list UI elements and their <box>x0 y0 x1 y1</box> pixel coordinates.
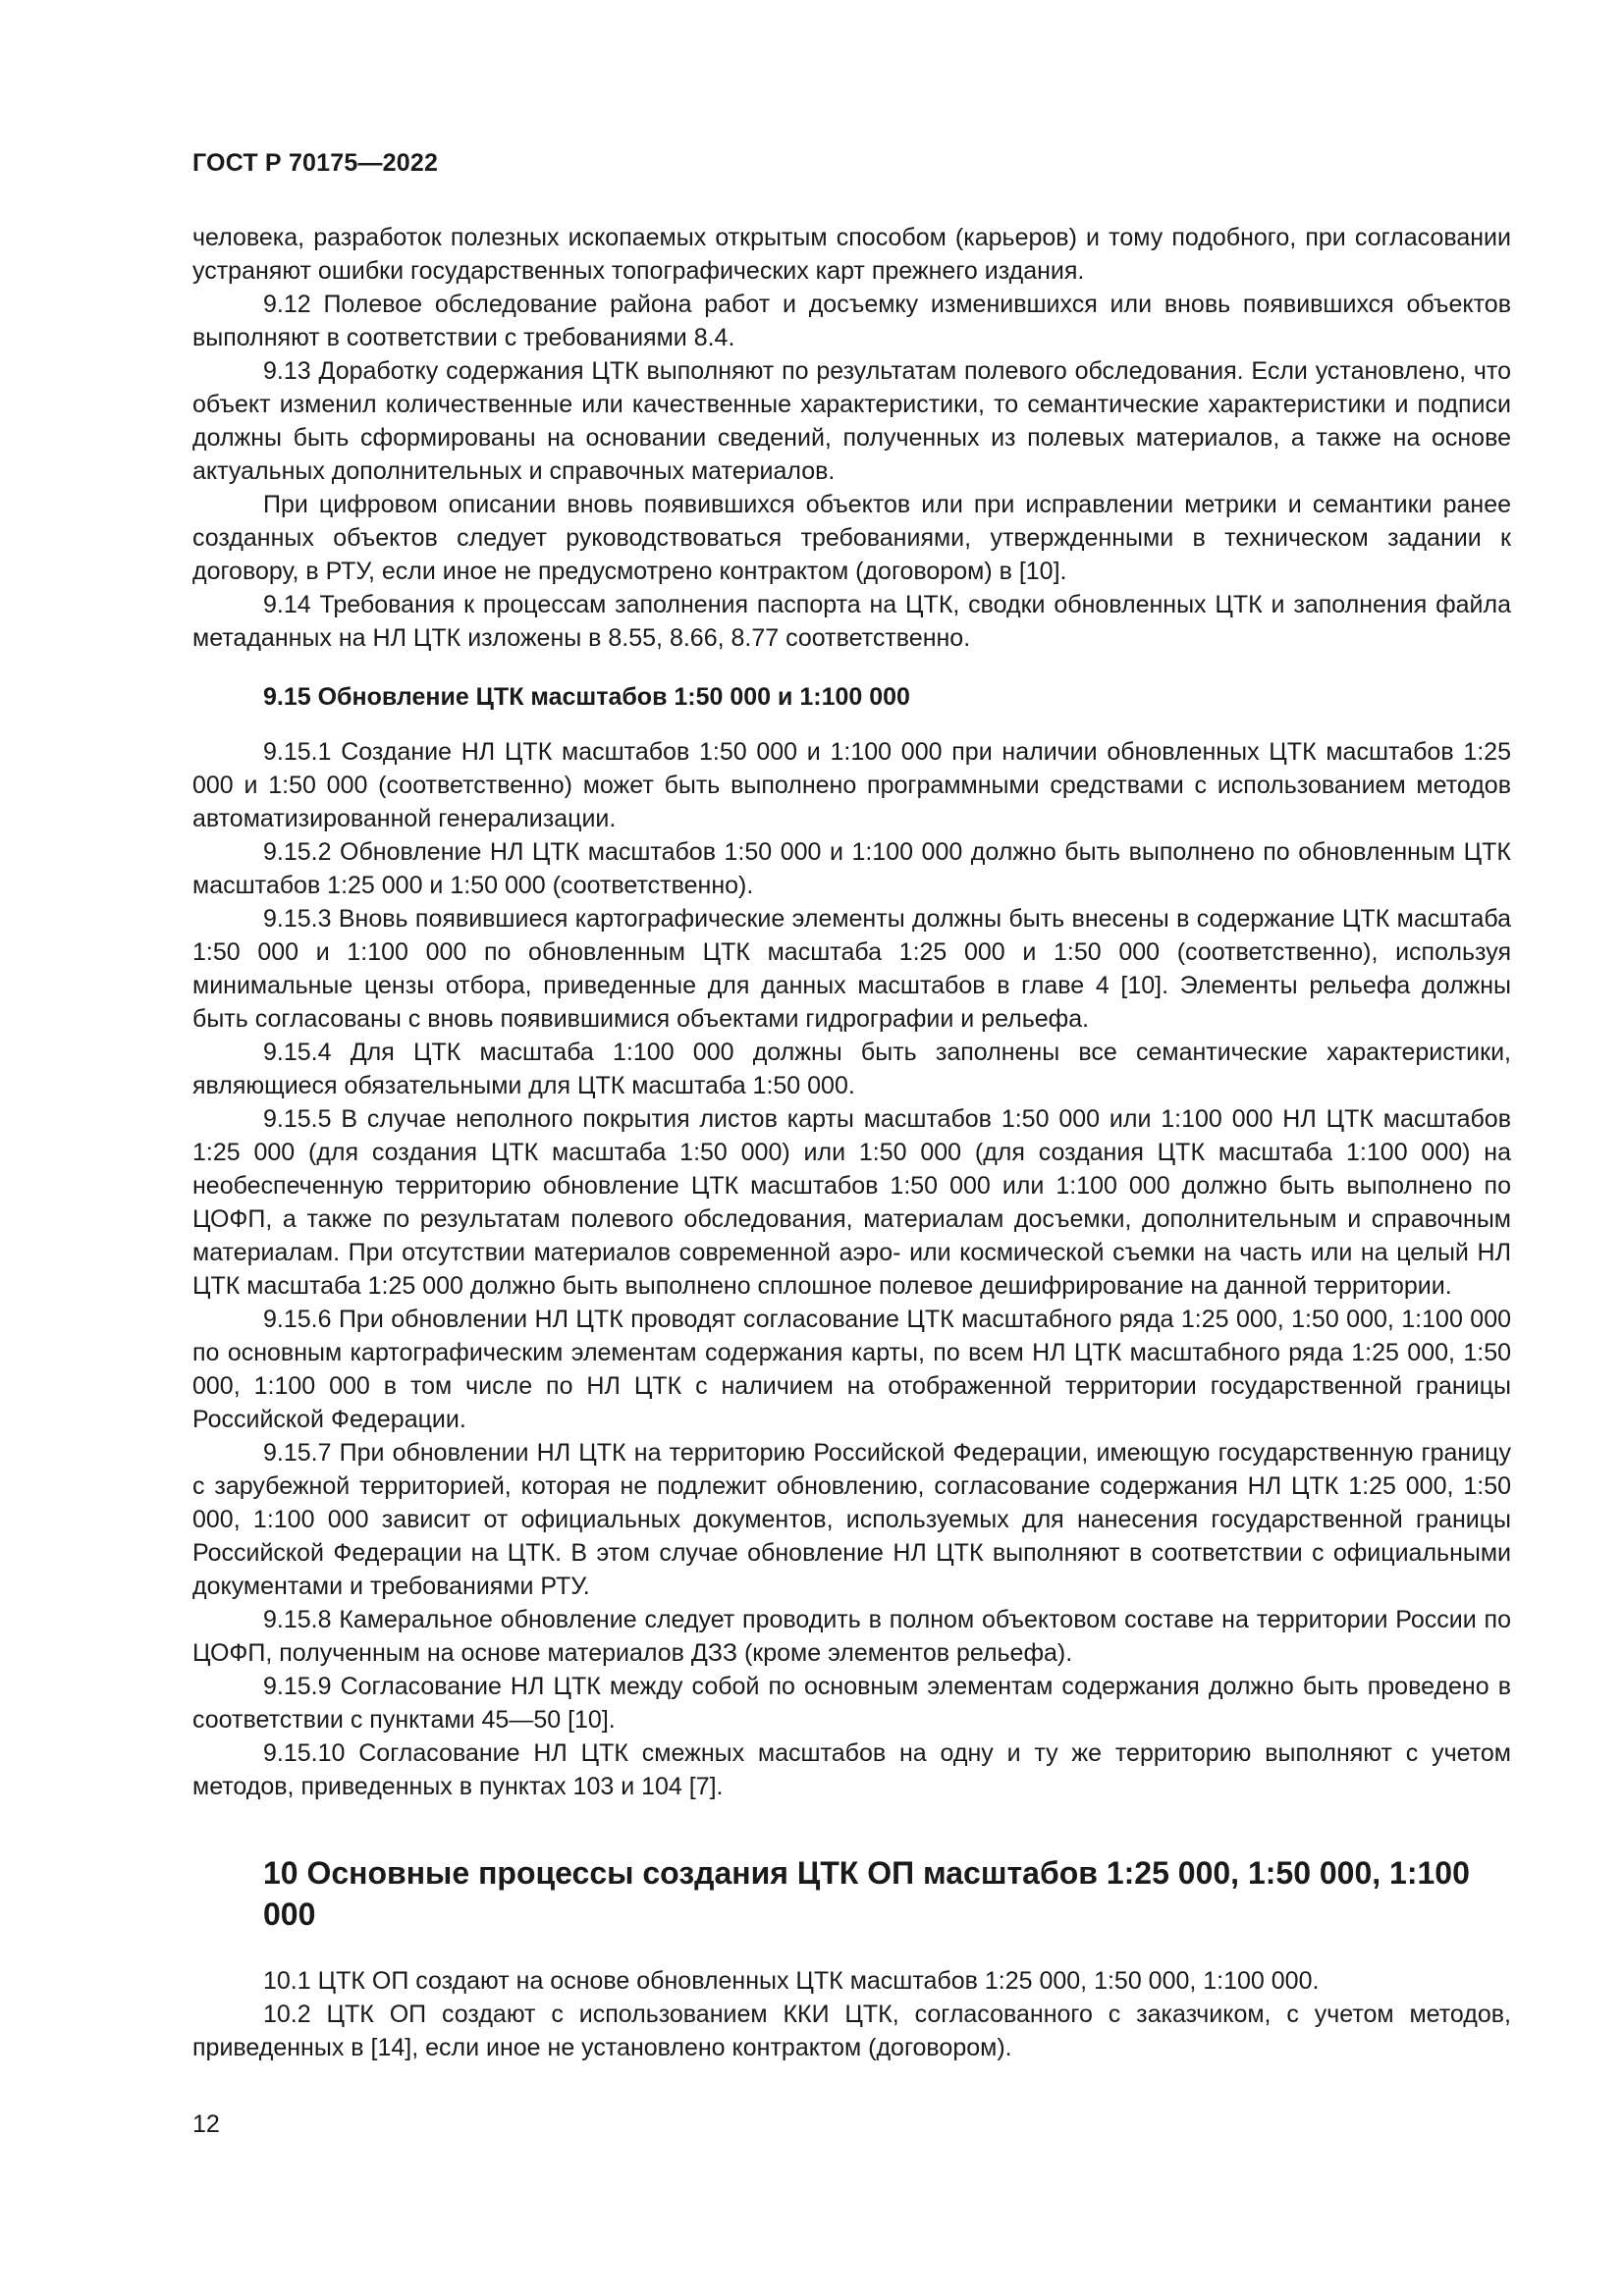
paragraph-9-12: 9.12 Полевое обследование района работ и досъемку изменившихся или вновь появившихся объектов выполняют в соответствии с требованиями 8.4. <box>192 291 1511 351</box>
document-header: ГОСТ Р 70175—2022 <box>192 149 439 177</box>
paragraph-9-14: 9.14 Требования к процессам заполнения паспорта на ЦТК, сводки обновленных ЦТК и заполнения файла метаданных на НЛ ЦТК изложены в 8.55, 8.66, 8.77 соответственно. <box>192 591 1511 652</box>
subsection-heading-9-15: 9.15 Обновление ЦТК масштабов 1:50 000 и 1:100 000 <box>263 683 910 711</box>
paragraph-10-2: 10.2 ЦТК ОП создают с использованием ККИ ЦТК, согласованного с заказчиком, с учетом методов, приведенных в [14], если иное не установлено контрактом (договором). <box>192 2001 1511 2061</box>
paragraph-9-15-7: 9.15.7 При обновлении НЛ ЦТК на территорию Российской Федерации, имеющую государственную границу с зарубежной территорией, которая не подлежит обновлению, согласование содержания НЛ ЦТК 1:25 000, 1:50 000, 1:100 000 зависит от официальных документов, используемых для нанесения государственной границы Российской Федерации на ЦТК. В этом случае обновление НЛ ЦТК выполняют в соответствии с официальными документами и требованиями РТУ. <box>192 1439 1511 1600</box>
paragraph-9-13: 9.13 Доработку содержания ЦТК выполняют по результатам полевого обследования. Если установлено, что объект изменил количественные или качественные характеристики, то семантические характеристики и подписи должны быть сформированы на основании сведений, полученных из полевых материалов, а также на основе актуальных дополнительных и справочных материалов. <box>192 357 1511 485</box>
paragraph-9-15-4: 9.15.4 Для ЦТК масштаба 1:100 000 должны быть заполнены все семантические характеристики, являющиеся обязательными для ЦТК масштаба 1:50 000. <box>192 1039 1511 1099</box>
section-heading-10: 10 Основные процессы создания ЦТК ОП масштабов 1:25 000, 1:50 000, 1:100 000 <box>263 1855 1470 1932</box>
paragraph-9-15-1: 9.15.1 Создание НЛ ЦТК масштабов 1:50 000 и 1:100 000 при наличии обновленных ЦТК масштабов 1:25 000 и 1:50 000 (соответственно) может быть выполнено программными средствами с использованием методов автоматизированной генерализации. <box>192 738 1511 832</box>
paragraph-9-15-8: 9.15.8 Камеральное обновление следует проводить в полном объектовом составе на территории России по ЦОФП, полученным на основе материалов ДЗЗ (кроме элементов рельефа). <box>192 1606 1511 1667</box>
paragraph: При цифровом описании вновь появившихся объектов или при исправлении метрики и семантики ранее созданных объектов следует руководствоваться требованиями, утвержденными в техническом задании к договору, в РТУ, если иное не предусмотрено контрактом (договором) в [10]. <box>192 491 1511 585</box>
paragraph-10-1: 10.1 ЦТК ОП создают на основе обновленных ЦТК масштабов 1:25 000, 1:50 000, 1:100 000. <box>263 1967 1320 1995</box>
page-number: 12 <box>192 2110 220 2138</box>
paragraph-9-15-2: 9.15.2 Обновление НЛ ЦТК масштабов 1:50 000 и 1:100 000 должно быть выполнено по обновленным ЦТК масштабов 1:25 000 и 1:50 000 (соответственно). <box>192 838 1511 899</box>
paragraph-9-15-9: 9.15.9 Согласование НЛ ЦТК между собой по основным элементам содержания должно быть проведено в соответствии с пунктами 45—50 [10]. <box>192 1673 1511 1734</box>
paragraph-9-15-6: 9.15.6 При обновлении НЛ ЦТК проводят согласование ЦТК масштабного ряда 1:25 000, 1:50 000, 1:100 000 по основным картографическим элементам содержания карты, по всем НЛ ЦТК масштабного ряда 1:25 000, 1:50 000, 1:100 000 в том числе по НЛ ЦТК с наличием на отображенной территории государственной границы Российской Федерации. <box>192 1306 1511 1433</box>
paragraph-9-15-3: 9.15.3 Вновь появившиеся картографические элементы должны быть внесены в содержание ЦТК масштаба 1:50 000 и 1:100 000 по обновленным ЦТК масштаба 1:25 000 и 1:50 000 (соответственно), используя минимальные цензы отбора, приведенные для данных масштабов в главе 4 [10]. Элементы рельефа должны быть согласованы с вновь появившимися объектами гидрографии и рельефа. <box>192 905 1511 1033</box>
document-body <box>192 221 1511 2064</box>
paragraph-9-15-5: 9.15.5 В случае неполного покрытия листов карты масштабов 1:50 000 или 1:100 000 НЛ ЦТК масштабов 1:25 000 (для создания ЦТК масштаба 1:50 000) или 1:50 000 (для создания ЦТК масштаба 1:100 000) на необеспеченную территорию обновление ЦТК масштабов 1:50 000 или 1:100 000 должно быть выполнено по ЦОФП, а также по результатам полевого обследования, материалам досъемки, дополнительным и справочным материалам. При отсутствии материалов современной аэро- или космической съемки на часть или на целый НЛ ЦТК масштаба 1:25 000 должно быть выполнено сплошное полевое дешифрирование на данной территории. <box>192 1105 1511 1300</box>
paragraph: человека, разработок полезных ископаемых открытым способом (карьеров) и тому подобного, при согласовании устраняют ошибки государственных топографических карт прежнего издания. <box>192 224 1511 285</box>
paragraph-9-15-10: 9.15.10 Согласование НЛ ЦТК смежных масштабов на одну и ту же территорию выполняют с учетом методов, приведенных в пунктах 103 и 104 [7]. <box>192 1739 1511 1800</box>
